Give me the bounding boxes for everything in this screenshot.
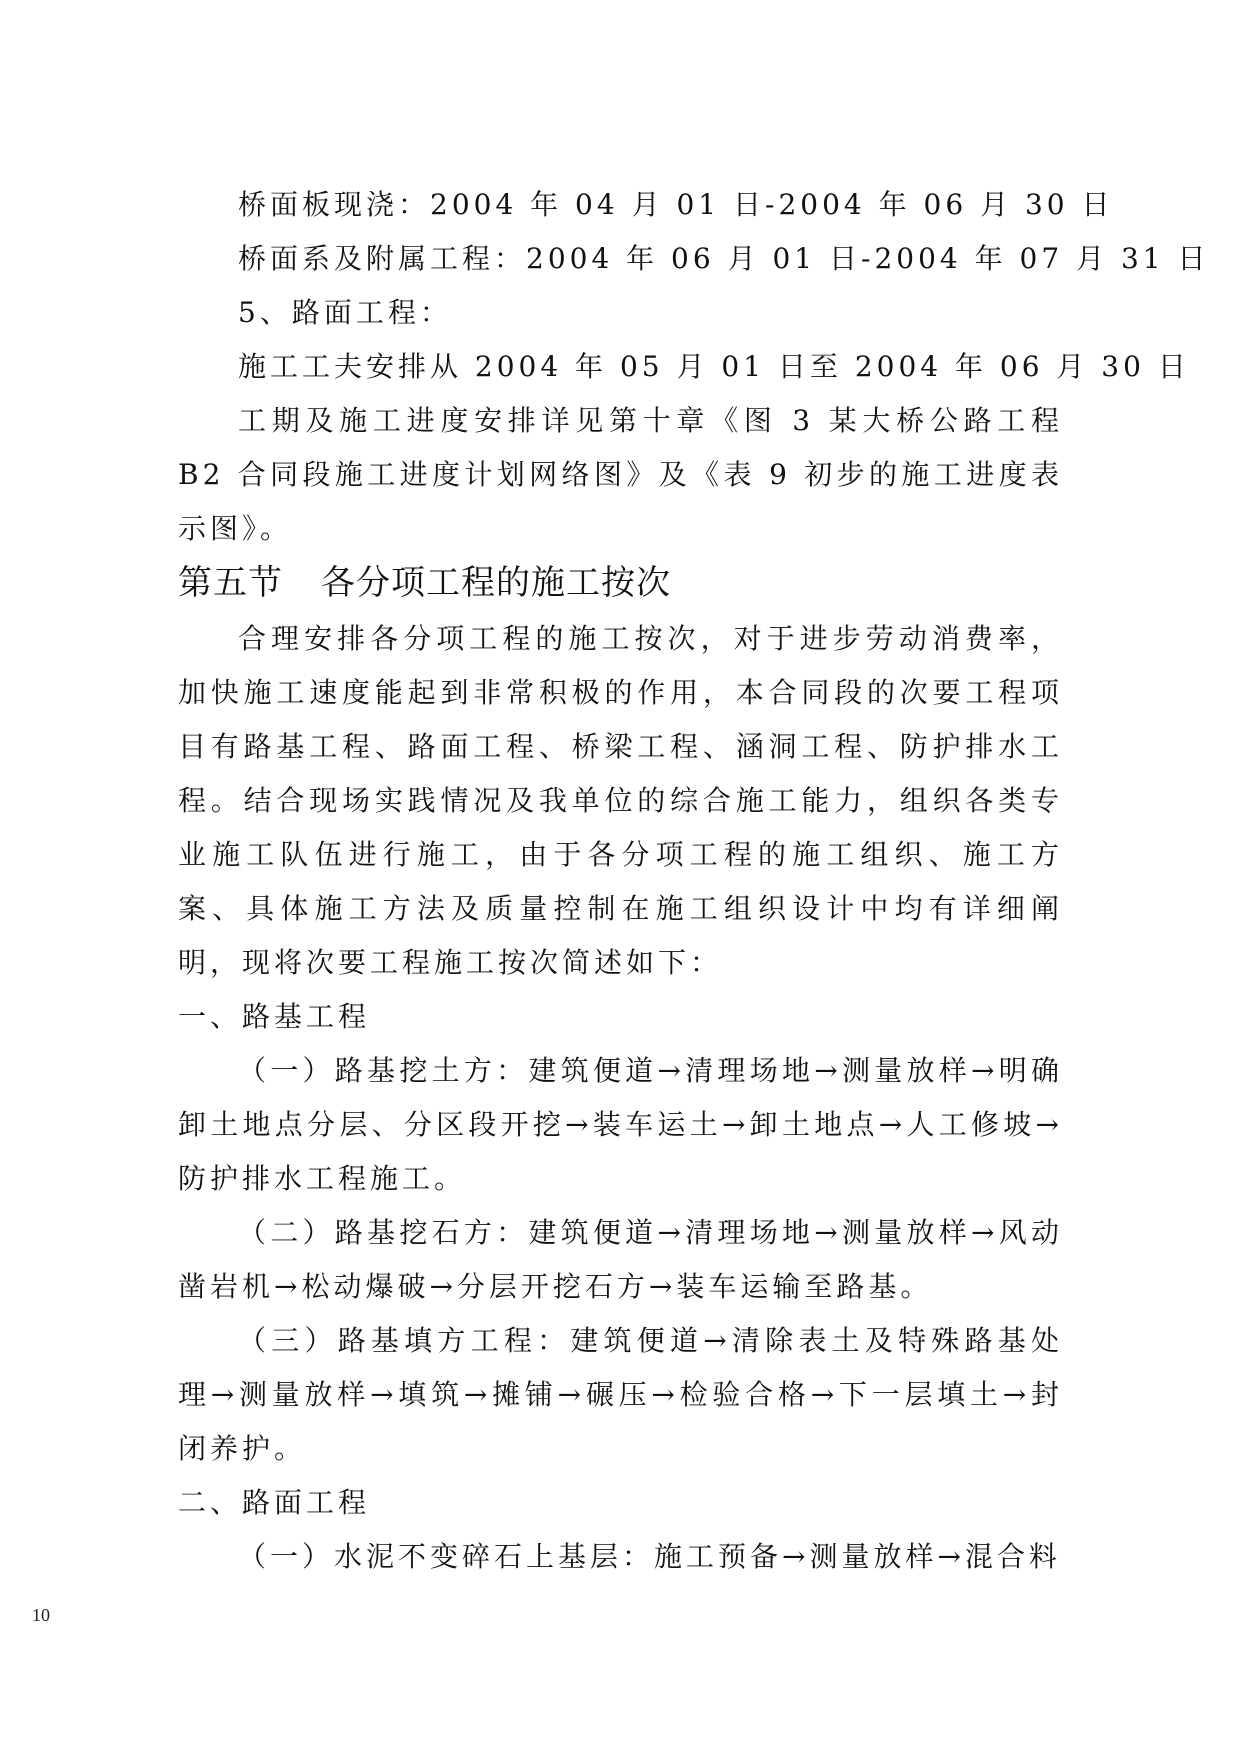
schedule-deck-casting: 桥面板现浇：2004 年 04 月 01 日-2004 年 06 月 30 日 [238,188,1114,221]
page-content [178,178,1210,1584]
section-title: 各分项工程的施工按次 [321,563,671,603]
schedule-deck-system: 桥面系及附属工程：2004 年 06 月 01 日-2004 年 07 月 31 日 [238,242,1210,275]
part2-item-1: （一）水泥不变碎石上基层：施工预备→测量放样→混合料 [238,1540,1061,1573]
pavement-heading: 5、路面工程： [238,296,452,329]
schedule-reference-paragraph: 工期及施工进度安排详见第十章《图 3 某大桥公路工程 B2 合同段施工进度计划网络图》及《表 9 初步的施工进度表示图》。 [178,404,1063,545]
part1-title: 一、路基工程 [178,1000,371,1033]
page-number: 10 [32,1605,50,1625]
schedule-pavement: 施工工夫安排从 2004 年 05 月 01 日至 2004 年 06 月 30 日 [238,350,1190,383]
part1-item-3: （三）路基填方工程：建筑便道→清除表土及特殊路基处理→测量放样→填筑→摊铺→碾压→检验合格→下一层填土→封闭养护。 [178,1324,1063,1465]
part1-item-1: （一）路基挖土方：建筑便道→清理场地→测量放样→明确卸土地点分层、分区段开挖→装车运土→卸土地点→人工修坡→防护排水工程施工。 [178,1054,1063,1195]
part1-item-2: （二）路基挖石方：建筑便道→清理场地→测量放样→风动凿岩机→松动爆破→分层开挖石方→装车运输至路基。 [178,1216,1063,1303]
part2-title: 二、路面工程 [178,1486,371,1519]
section-number: 第五节 [178,563,283,603]
intro-paragraph: 合理安排各分项工程的施工按次，对于进步劳动消费率，加快施工速度能起到非常积极的作用，本合同段的次要工程项目有路基工程、路面工程、桥梁工程、涵洞工程、防护排水工程。结合现场实践情况及我单位的综合施工能力，组织各类专业施工队伍进行施工，由于各分项工程的施工组织、施工方案、具体施工方法及质量控制在施工组织设计中均有详细阐明，现将次要工程施工按次简述如下： [178,622,1063,979]
section-heading [178,554,1063,612]
